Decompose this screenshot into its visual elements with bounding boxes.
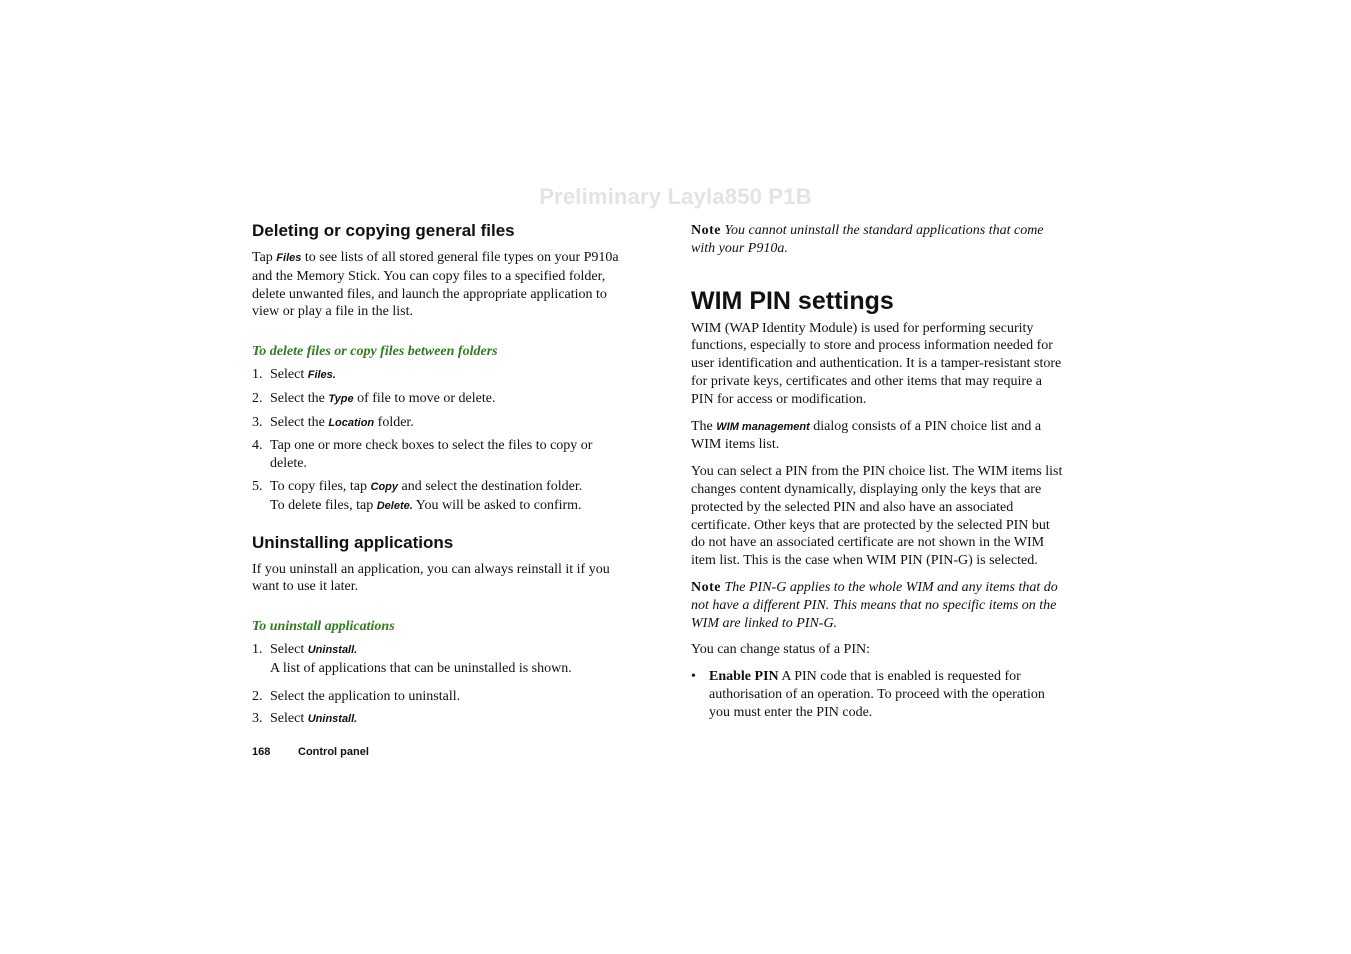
files-ui-label: Files [276, 252, 302, 264]
section-heading-uninstall: Uninstalling applications [252, 532, 454, 552]
list-item: 1. Select Uninstall. A list of applications that can be uninstalled is shown. [252, 641, 572, 676]
left-column [252, 220, 624, 734]
section-heading-delete-copy: Deleting or copying general files [252, 221, 515, 240]
page-number: 168 [252, 746, 271, 758]
wim-management-ui-label: WIM management [716, 420, 810, 433]
footer-section: Control panel [298, 746, 369, 758]
note-uninstall: Note You cannot uninstall the standard applications that come with your P910a. [691, 223, 1044, 256]
list-item: 3. Select the Location folder. [252, 414, 414, 430]
right-column [691, 220, 1063, 722]
delete-copy-paragraph: Tap Files to see lists of all stored general file types on your P910a and the Memory Stick. You can copy files to a specified folder, delete unwanted files, and launch the appropriate application to view or play a file in the list. [252, 250, 619, 320]
wim-paragraph-1: WIM (WAP Identity Module) is used for performing security functions, especially to store and process information needed for user identification and authentication. It is a tamper-resistant store for private keys, certificates and other items that may require a PIN for access or modification. [691, 320, 1062, 407]
note-pin-g: Note The PIN-G applies to the whole WIM and any items that do not have a different PIN. This means that no specific items on the WIM are linked to PIN-G. [691, 579, 1058, 631]
wim-pin-title: WIM PIN settings [691, 286, 894, 315]
wim-paragraph-4: You can change status of a PIN: [691, 642, 870, 658]
procedure-heading-delete-copy: To delete files or copy files between folders [252, 344, 498, 360]
list-item: 2. Select the Type of file to move or delete. [252, 390, 496, 406]
uninstall-steps [252, 641, 624, 729]
list-item: 5. To copy files, tap Copy and select the destination folder. To delete files, tap Delete. You will be asked to confirm. [252, 478, 583, 513]
wim-paragraph-3: You can select a PIN from the PIN choice list. The WIM items list changes content dynamically, displaying only the keys that are protected by the selected PIN and also have an associated certificate. Other keys that are protected by the selected PIN but do not have an associated certificate are not shown in the WIM item list. This is the case when WIM PIN (PIN-G) is selected. [691, 464, 1063, 569]
watermark: Preliminary Layla850 P1B [539, 184, 812, 209]
list-item: 3. Select Uninstall. [252, 711, 358, 727]
list-item: 2. Select the application to uninstall. [252, 688, 461, 704]
bullet-enable-pin: • Enable PIN A PIN code that is enabled is requested for authorisation of an operation. To proceed with the operation you must enter the PIN code. [691, 669, 1045, 720]
list-item: 1. Select Files. [252, 366, 336, 382]
delete-copy-steps [252, 366, 624, 516]
page-footer [252, 746, 369, 758]
uninstall-paragraph: If you uninstall an application, you can always reinstall it if you want to use it later. [252, 561, 610, 595]
list-item: 4. Tap one or more check boxes to select the files to copy or delete. [252, 438, 593, 472]
wim-paragraph-2: The WIM management dialog consists of a PIN choice list and a WIM items list. [691, 418, 1042, 453]
procedure-heading-uninstall: To uninstall applications [252, 619, 395, 635]
